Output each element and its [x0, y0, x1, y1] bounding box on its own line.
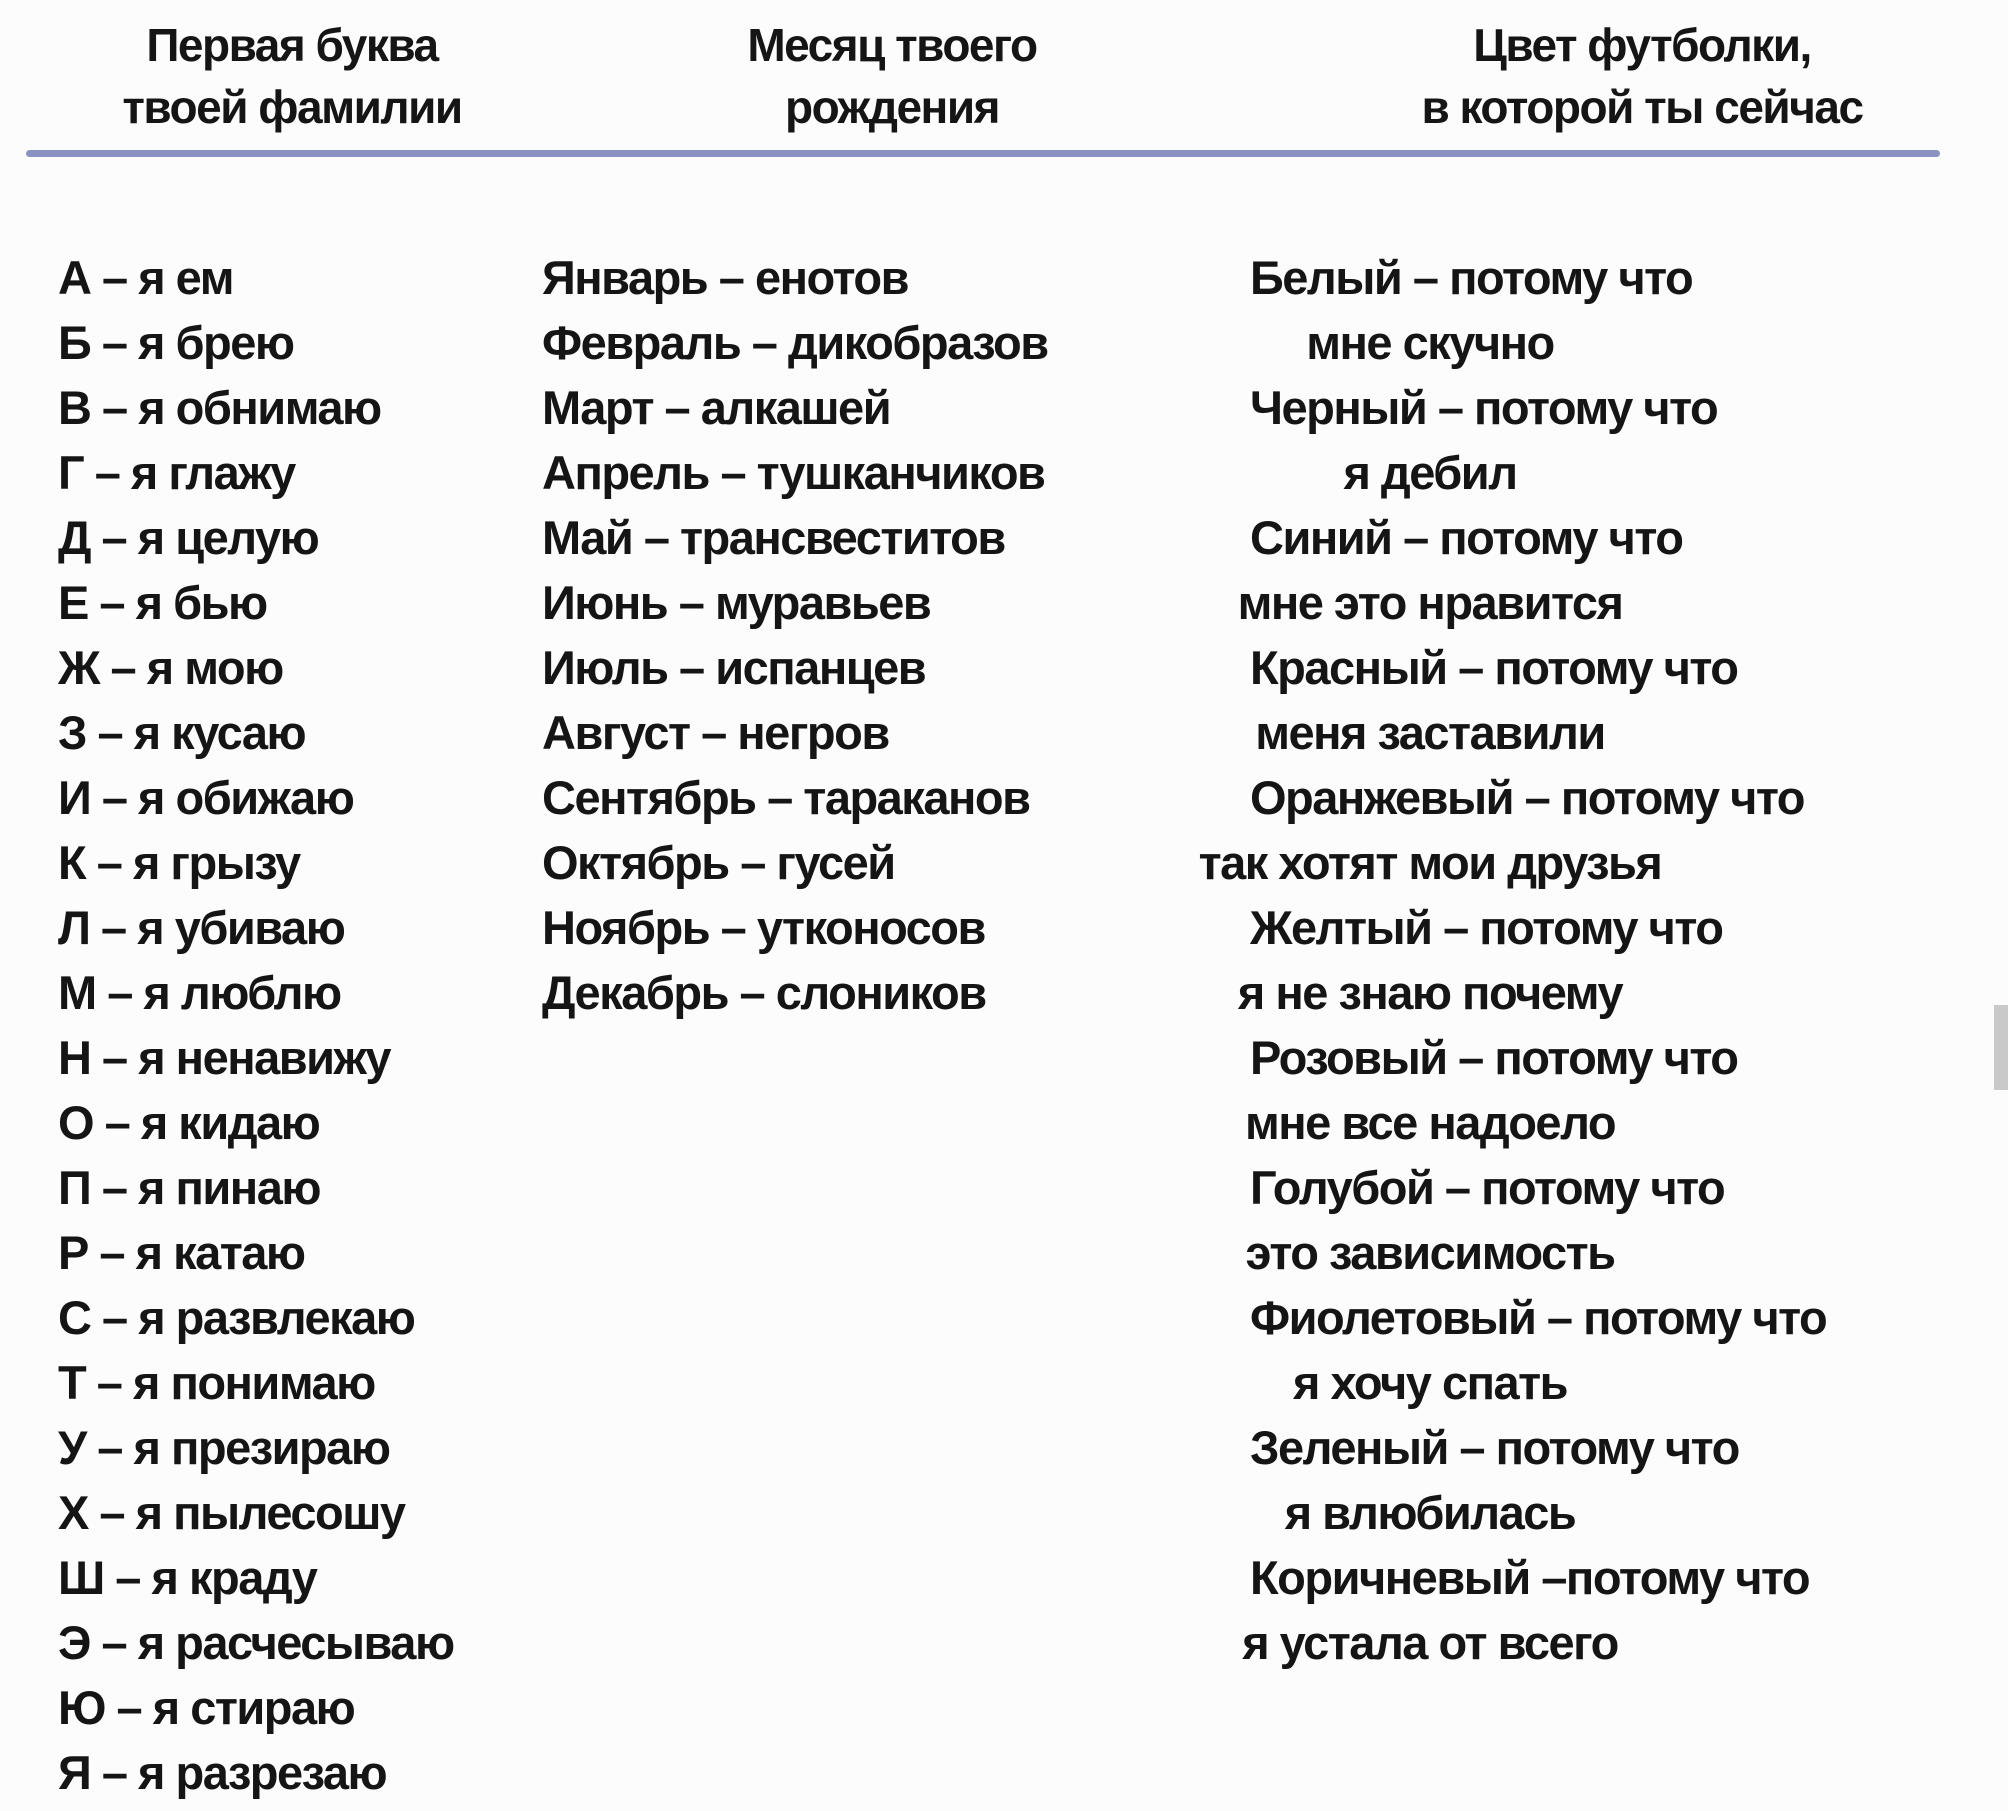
- color-item-reason: я не знаю почему: [1237, 966, 1623, 1019]
- color-item: [1250, 635, 1990, 765]
- header-surname-line2: твоей фамилии: [122, 81, 462, 133]
- color-item-reason: мне все надоело: [1244, 1096, 1616, 1149]
- letter-item: Ю – я стираю: [58, 1681, 355, 1734]
- color-item-title: Белый – потому что: [1250, 251, 1693, 304]
- month-item: Февраль – дикобразов: [542, 316, 1048, 369]
- letter-item: Ж – я мою: [58, 641, 283, 694]
- month-item: Май – трансвеститов: [542, 511, 1005, 564]
- color-item-title: Красный – потому что: [1250, 641, 1738, 694]
- letter-item: Д – я целую: [58, 511, 319, 564]
- month-item: Ноябрь – утконосов: [542, 901, 985, 954]
- letter-item: К – я грызу: [58, 836, 300, 889]
- edge-mark: [1994, 1005, 2008, 1090]
- color-item-title: Фиолетовый – потому что: [1250, 1291, 1827, 1344]
- letter-item: И – я обижаю: [58, 771, 354, 824]
- month-item: Апрель – тушканчиков: [542, 446, 1045, 499]
- header-shirt: [1362, 14, 1922, 138]
- color-item: [1250, 375, 1990, 505]
- color-item-title: Оранжевый – потому что: [1250, 771, 1804, 824]
- color-item-reason: мне скучно: [1306, 316, 1554, 369]
- header-month: [612, 14, 1172, 138]
- header-surname-line1: Первая буква: [146, 19, 438, 71]
- color-item-reason: я влюбилась: [1284, 1486, 1576, 1539]
- letter-item: М – я люблю: [58, 966, 341, 1019]
- header-month-line2: рождения: [785, 81, 999, 133]
- letter-item: Г – я глажу: [58, 446, 295, 499]
- letter-item: А – я ем: [58, 251, 233, 304]
- header-surname: [12, 14, 572, 138]
- month-item: Январь – енотов: [542, 251, 909, 304]
- header-month-line1: Месяц твоего: [747, 19, 1037, 71]
- color-item-title: Желтый – потому что: [1250, 901, 1723, 954]
- month-item: Июль – испанцев: [542, 641, 926, 694]
- color-item: [1242, 1545, 1990, 1675]
- color-item-title: Голубой – потому что: [1250, 1161, 1725, 1214]
- letter-item: О – я кидаю: [58, 1096, 320, 1149]
- letter-item: В – я обнимаю: [58, 381, 381, 434]
- month-item: Сентябрь – тараканов: [542, 771, 1030, 824]
- color-item: [1244, 1025, 1990, 1155]
- color-item: [1237, 895, 1990, 1025]
- letter-item: Э – я расчесываю: [58, 1616, 454, 1669]
- header-shirt-line1: Цвет футболки,: [1473, 19, 1811, 71]
- letter-item: Б – я брею: [58, 316, 294, 369]
- color-item: [1237, 505, 1990, 635]
- colors-column: [1198, 245, 1990, 1675]
- color-item-title: Черный – потому что: [1250, 381, 1718, 434]
- letter-item: З – я кусаю: [58, 706, 306, 759]
- color-item-reason: я хочу спать: [1292, 1356, 1568, 1409]
- color-item-reason: я дебил: [1343, 446, 1517, 499]
- color-item-reason: мне это нравится: [1237, 576, 1623, 629]
- color-item: [1198, 765, 1990, 895]
- month-item: Июнь – муравьев: [542, 576, 931, 629]
- month-item: Март – алкашей: [542, 381, 891, 434]
- color-item-reason: я устала от всего: [1242, 1616, 1618, 1669]
- color-item: [1250, 1415, 1990, 1545]
- letter-item: С – я развлекаю: [58, 1291, 415, 1344]
- letter-item: Л – я убиваю: [58, 901, 345, 954]
- color-item-reason: это зависимость: [1245, 1226, 1615, 1279]
- letter-item: Е – я бью: [58, 576, 267, 629]
- header-divider: [26, 150, 1940, 157]
- color-item: [1245, 1155, 1990, 1285]
- month-item: Октябрь – гусей: [542, 836, 895, 889]
- letter-item: Т – я понимаю: [58, 1356, 375, 1409]
- letters-column: [58, 245, 454, 1805]
- letter-item: Я – я разрезаю: [58, 1746, 387, 1799]
- letter-item: Ш – я краду: [58, 1551, 317, 1604]
- color-item-title: Коричневый –потому что: [1250, 1551, 1810, 1604]
- month-item: Август – негров: [542, 706, 889, 759]
- letter-item: Н – я ненавижу: [58, 1031, 390, 1084]
- letter-item: Р – я катаю: [58, 1226, 305, 1279]
- color-item-title: Розовый – потому что: [1250, 1031, 1738, 1084]
- letter-item: Х – я пылесошу: [58, 1486, 405, 1539]
- color-item: [1250, 1285, 1990, 1415]
- header-shirt-line2: в которой ты сейчас: [1421, 81, 1863, 133]
- months-column: [542, 245, 1048, 1025]
- letter-item: П – я пинаю: [58, 1161, 320, 1214]
- color-item-reason: меня заставили: [1255, 706, 1605, 759]
- color-item-reason: так хотят мои друзья: [1198, 836, 1662, 889]
- month-item: Декабрь – слоников: [542, 966, 986, 1019]
- color-item-title: Синий – потому что: [1250, 511, 1683, 564]
- letter-item: У – я презираю: [58, 1421, 390, 1474]
- color-item: [1250, 245, 1990, 375]
- color-item-title: Зеленый – потому что: [1250, 1421, 1739, 1474]
